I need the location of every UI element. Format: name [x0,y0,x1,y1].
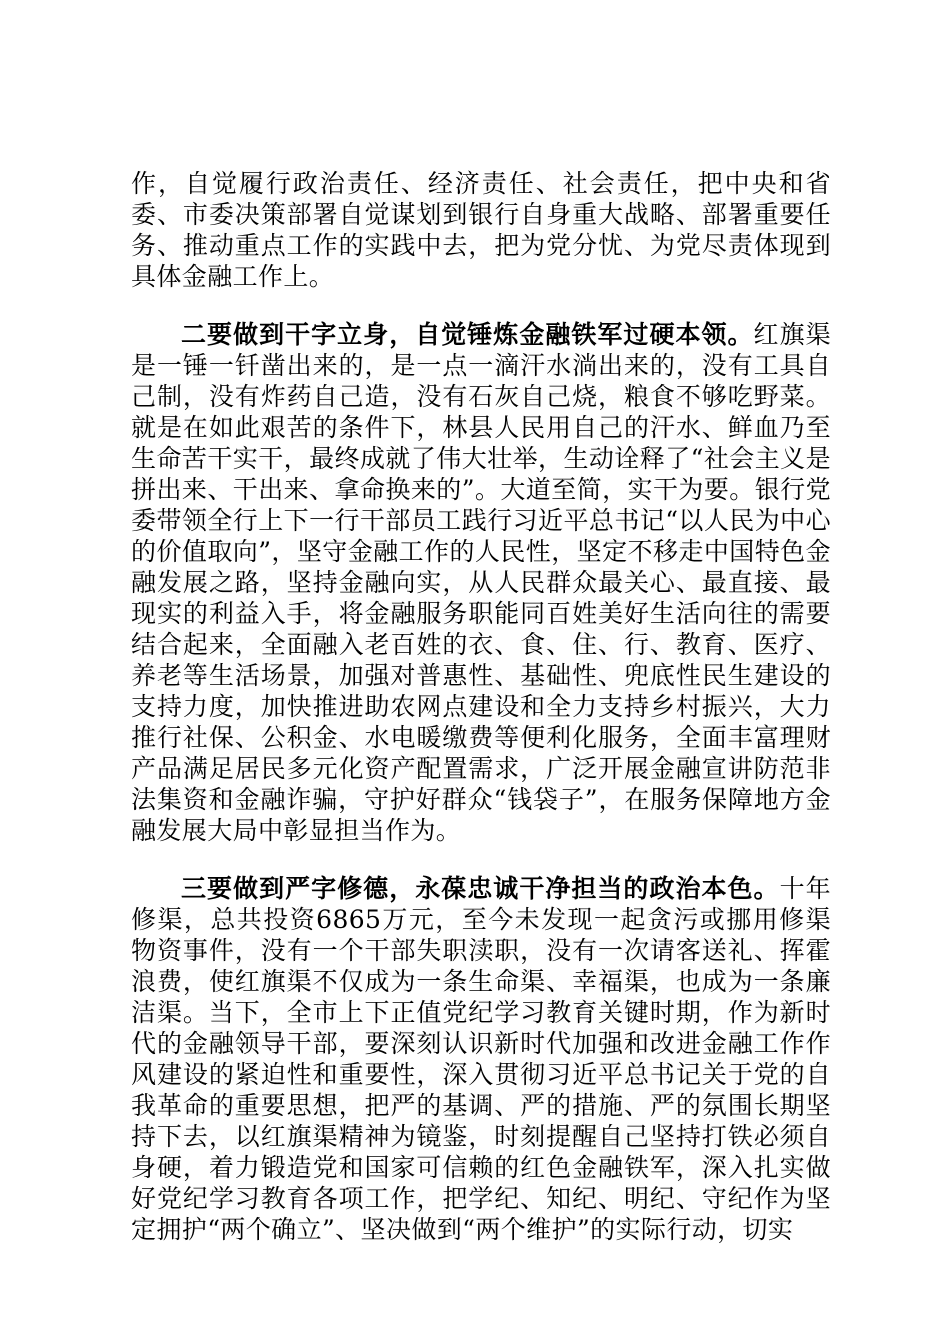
paragraph-continuation [131,168,831,292]
paragraph-text: 作，自觉履行政治责任、经济责任、社会责任，把中央和省委、市委决策部署自觉谋划到银行自身重大战略、部署重要任务、推动重点工作的实践中去，把为党分忧、为党尽责体现到具体金融工作上。 [131,169,831,291]
paragraph-point-two [131,319,831,846]
paragraph-text: 十年修渠，总共投资6865万元，至今未发现一起贪污或挪用修渠物资事件，没有一个干部失职渎职，没有一次请客送礼、挥霍浪费，使红旗渠不仅成为一条生命渠、幸福渠，也成为一条廉洁渠。当下，全市上下正值党纪学习教育关键时期，作为新时代的金融领导干部，要深刻认识新时代加强和改进金融工作作风建设的紧迫性和重要性，深入贯彻习近平总书记关于党的自我革命的重要思想，把严的基调、严的措施、严的氛围长期坚持下去，以红旗渠精神为镜鉴，时刻提醒自己坚持打铁必须自身硬，着力锻造党和国家可信赖的红色金融铁军，深入扎实做好党纪学习教育各项工作，把学纪、知纪、明纪、守纪作为坚定拥护“两个确立”、坚决做到“两个维护”的实际行动，切实 [131,874,831,1244]
paragraph-heading: 三要做到严字修德，永葆忠诚干净担当的政治本色。 [181,874,780,903]
paragraph-heading: 二要做到干字立身，自觉锤炼金融铁军过硬本领。 [181,320,754,349]
paragraph-point-three [131,873,831,1245]
document-body [131,168,831,1272]
paragraph-text: 红旗渠是一锤一钎凿出来的，是一点一滴汗水淌出来的，没有工具自己制，没有炸药自己造，没有石灰自己烧，粮食不够吃野菜。就是在如此艰苦的条件下，林县人民用自己的汗水、鲜血乃至生命苦干实干，最终成就了伟大壮举，生动诠释了“社会主义是拼出来、干出来、拿命换来的”。大道至简，实干为要。银行党委带领全行上下一行干部员工践行习近平总书记“以人民为中心的价值取向”，坚守金融工作的人民性，坚定不移走中国特色金融发展之路，坚持金融向实，从人民群众最关心、最直接、最现实的利益入手，将金融服务职能同百姓美好生活向往的需要结合起来，全面融入老百姓的衣、食、住、行、教育、医疗、养老等生活场景，加强对普惠性、基础性、兜底性民生建设的支持力度，加快推进助农网点建设和全力支持乡村振兴，大力推行社保、公积金、水电暖缴费等便利化服务，全面丰富理财产品满足居民多元化资产配置需求，广泛开展金融宣讲防范非法集资和金融诈骗，守护好群众“钱袋子”，在服务保障地方金融发展大局中彰显担当作为。 [131,320,831,845]
